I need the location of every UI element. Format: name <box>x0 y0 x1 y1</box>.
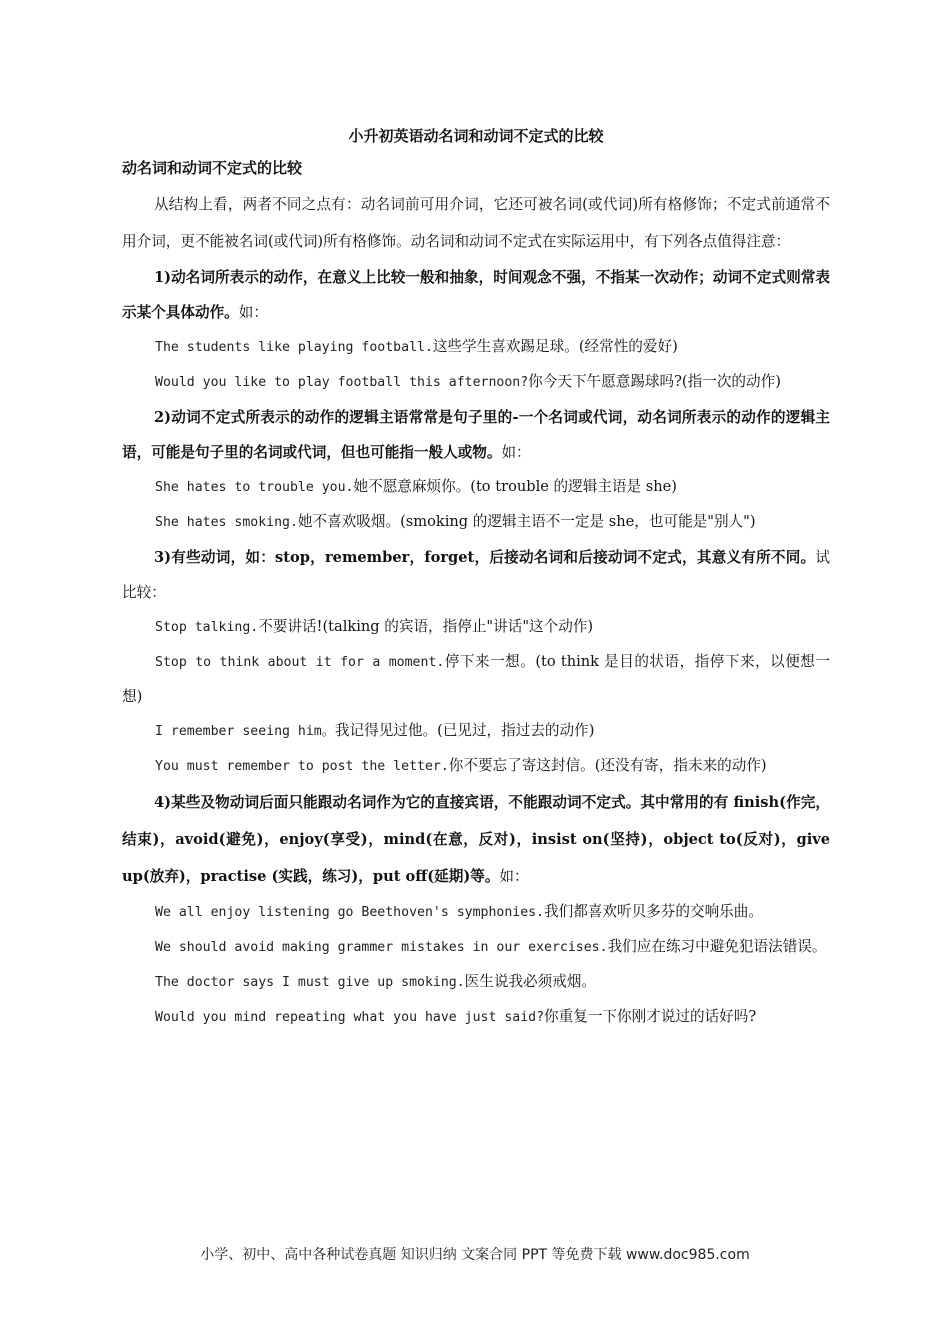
example-en: You must remember to post the letter. <box>155 759 449 774</box>
example-zh: 这些学生喜欢踢足球。(经常性的爱好) <box>432 338 678 355</box>
point-4-tail: 如： <box>499 868 529 885</box>
example-4-1 <box>122 895 830 930</box>
document-page <box>122 118 830 1035</box>
example-3-1 <box>122 610 830 645</box>
example-4-4 <box>122 1000 830 1035</box>
point-1-heading: 1)动名词所表示的动作，在意义上比较一般和抽象，时间观念不强，不指某一次动作；动词不定式则常表示某个具体动作。 <box>122 269 830 321</box>
document-title: 小升初英语动名词和动词不定式的比较 <box>348 127 604 145</box>
example-en: Would you mind repeating what you have just said? <box>155 1010 545 1025</box>
example-zh: 她不愿意麻烦你。(to trouble 的逻辑主语是 she) <box>353 478 677 495</box>
example-zh: 你重复一下你刚才说过的话好吗? <box>544 1008 757 1025</box>
example-zh: 我们都喜欢听贝多芬的交响乐曲。 <box>544 903 763 920</box>
point-2-paragraph <box>122 400 830 470</box>
point-3-heading: 3)有些动词，如：stop，remember，forget，后接动名词和后接动词不定式，其意义有所不同。 <box>154 549 816 566</box>
point-4-paragraph <box>122 784 830 895</box>
example-zh: 我记得见过他。(已见过，指过去的动作) <box>334 722 595 739</box>
point-1-tail: 如： <box>238 304 268 321</box>
example-zh: 不要讲话!(talking 的宾语，指停止"讲话"这个动作) <box>258 618 594 635</box>
point-2-heading: 2)动词不定式所表示的动作的逻辑主语常常是句子里的-一个名词或代词，动名词所表示的动作的逻辑主语，可能是句子里的名词或代词，但也可能指一般人或物。 <box>122 409 830 461</box>
example-zh: 她不喜欢吸烟。(smoking 的逻辑主语不一定是 she，也可能是"别人") <box>297 513 756 530</box>
example-en: Stop talking. <box>155 620 259 635</box>
example-en: The students like playing football. <box>155 340 433 355</box>
example-1-1 <box>122 330 830 365</box>
example-zh: 我们应在练习中避免犯语法错误。 <box>607 938 827 955</box>
example-zh: 停下来一想。(to think 是目的状语，指停下来，以便想一想) <box>122 653 830 705</box>
example-en: Would you like to play football this afternoon? <box>155 375 529 390</box>
example-2-1 <box>122 470 830 505</box>
example-zh: 医生说我必须戒烟。 <box>464 973 597 990</box>
example-en: We should avoid making grammer mistakes in our exercises. <box>155 940 608 955</box>
example-3-3 <box>122 714 830 749</box>
example-4-2 <box>122 930 830 965</box>
example-en: Stop to think about it for a moment. <box>155 655 445 670</box>
example-en: The doctor says I must give up smoking. <box>155 975 465 990</box>
example-2-2 <box>122 505 830 540</box>
example-en: She hates to trouble you. <box>155 480 354 495</box>
example-en: I remember seeing him。 <box>155 724 335 739</box>
example-3-2 <box>122 645 830 714</box>
example-en: She hates smoking. <box>155 515 298 530</box>
point-3-tail: 试比较： <box>122 549 830 601</box>
intro-paragraph: 从结构上看，两者不同之点有：动名词前可用介词，它还可被名词(或代词)所有格修饰；不定式前通常不用介词，更不能被名词(或代词)所有格修饰。动名词和动词不定式在实际运用中，有下列各点值得注意： <box>122 196 830 250</box>
example-3-4 <box>122 749 830 784</box>
example-zh: 你不要忘了寄这封信。(还没有寄，指未来的动作) <box>448 757 767 774</box>
example-en: We all enjoy listening go Beethoven's symphonies. <box>155 905 545 920</box>
point-1-paragraph <box>122 260 830 330</box>
point-3-paragraph <box>122 540 830 610</box>
example-1-2 <box>122 365 830 400</box>
page-footer: 小学、初中、高中各种试卷真题 知识归纳 文案合同 PPT 等免费下载 www.doc985.com <box>200 1247 750 1263</box>
point-4-heading: 4)某些及物动词后面只能跟动名词作为它的直接宾语，不能跟动词不定式。其中常用的有 finish(作完，结束)，avoid(避免)，enjoy(享受)，mind(在意，反对)，insist on(坚持)，object to(反对)，give up(放弃)，practise (实践，练习)，put off(延期)等。 <box>122 794 830 885</box>
example-zh: 你今天下午愿意踢球吗?(指一次的动作) <box>528 373 781 390</box>
section-heading: 动名词和动词不定式的比较 <box>122 159 303 177</box>
point-2-tail: 如： <box>501 444 531 461</box>
example-4-3 <box>122 965 830 1000</box>
